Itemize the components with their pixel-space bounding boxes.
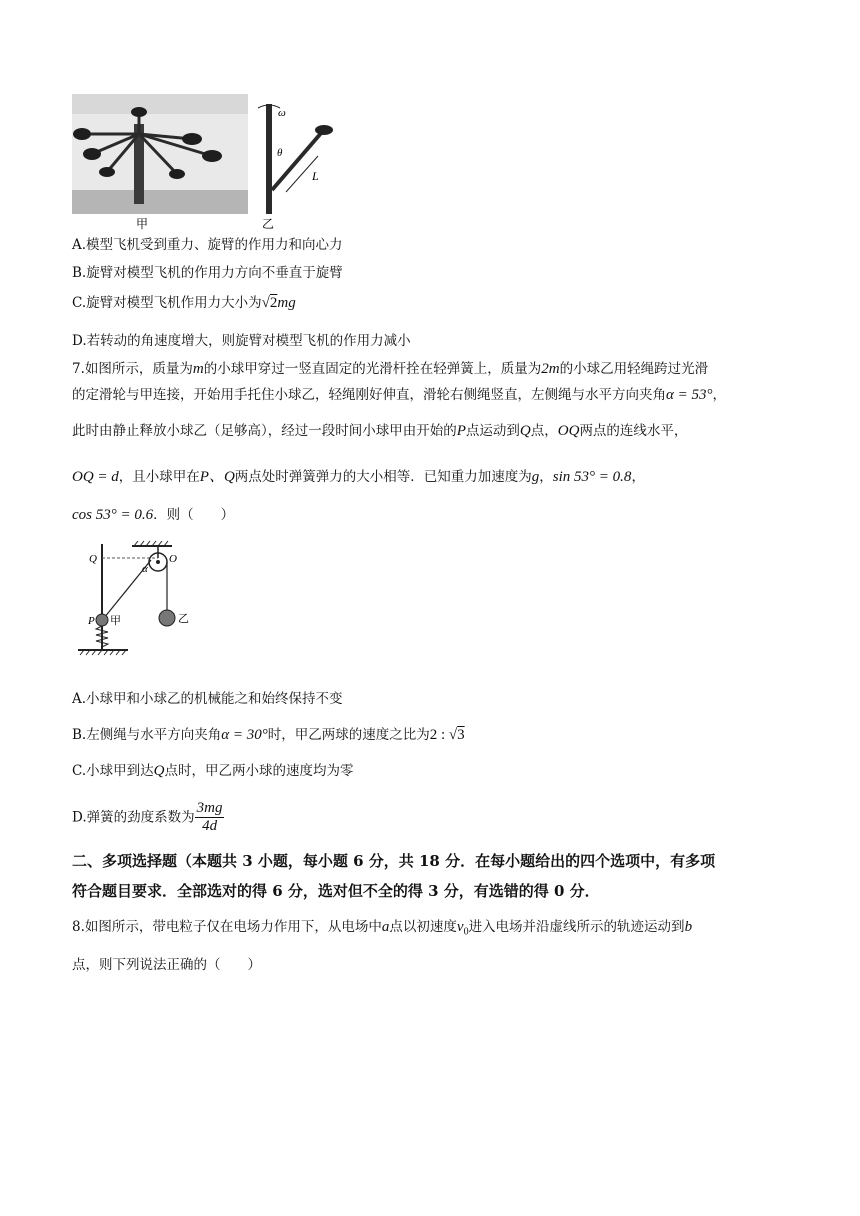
q7-text: ，且小球甲在 bbox=[118, 469, 200, 485]
q7-stem-line1 bbox=[72, 360, 708, 378]
section2-heading-line1: 二、多项选择题（本题共 3 小题，每小题 6 分，共 18 分．在每小题给出的四个选项中，有多项 bbox=[72, 852, 716, 870]
q7-point-q: Q bbox=[519, 423, 531, 439]
q6-option-c-math: 2mg bbox=[269, 295, 296, 311]
figure-label-yi: 乙 bbox=[262, 217, 275, 230]
q7-option-c-text: 点时，甲乙两小球的速度均为零 bbox=[164, 763, 354, 779]
q7-fig-label-p: P bbox=[88, 615, 95, 627]
q6-option-c-text: C.旋臂对模型飞机作用力大小为 bbox=[72, 295, 262, 311]
figure-label-jia: 甲 bbox=[136, 217, 149, 230]
q7-angle-53: α = 53° bbox=[666, 387, 713, 403]
q7-text: 点， bbox=[530, 423, 558, 439]
q7-option-b-ratio: 2 : bbox=[429, 727, 449, 743]
q7-text: 的小球甲穿过一竖直固定的光滑杆拴在轻弹簧上，质量为 bbox=[203, 361, 542, 377]
q7-text: 两点的连线水平， bbox=[579, 423, 688, 439]
q7-option-d bbox=[72, 800, 224, 835]
q7-mass-m: m bbox=[192, 361, 204, 377]
figure-theta: θ bbox=[277, 147, 283, 159]
q7-option-b-angle: α = 30° bbox=[221, 727, 268, 743]
q7-stem-line4 bbox=[72, 468, 645, 486]
q7-option-a: A.小球甲和小球乙的机械能之和始终保持不变 bbox=[72, 691, 343, 707]
q7-cos53: cos 53° = 0.6 bbox=[72, 507, 154, 523]
q8-point-a: a bbox=[381, 919, 390, 935]
q7-option-c bbox=[72, 762, 353, 780]
q7-text: 的小球乙用轻绳跨过光滑 bbox=[559, 361, 709, 377]
q6-option-c bbox=[72, 294, 296, 312]
q8-text: 进入电场并沿虚线所示的轨迹运动到 bbox=[468, 919, 685, 935]
q7-stem-line5 bbox=[72, 506, 234, 524]
q7-oq-equals-d: OQ = d bbox=[72, 469, 119, 485]
q7-option-c-q: Q bbox=[153, 763, 165, 779]
q7-text: 此时由静止释放小球乙（足够高），经过一段时间小球甲由开始的 bbox=[72, 423, 457, 439]
pulley-diagram bbox=[72, 538, 202, 672]
section2-heading-line2: 符合题目要求．全部选对的得 6 分，选对但不全的得 3 分，有选错的得 0 分． bbox=[72, 882, 600, 900]
q8-velocity-subscript: 0 bbox=[463, 926, 469, 938]
q7-fig-label-jia: 甲 bbox=[110, 614, 121, 627]
q7-option-b-text: 时，甲乙两球的速度之比为 bbox=[267, 727, 430, 743]
q6-option-a: A.模型飞机受到重力、旋臂的作用力和向心力 bbox=[72, 237, 343, 253]
q7-stem-line2 bbox=[72, 386, 726, 404]
q7-point-p: P bbox=[456, 423, 466, 439]
figure-omega: ω bbox=[278, 107, 286, 119]
q6-option-d: D.若转动的角速度增大，则旋臂对模型飞机的作用力减小 bbox=[72, 333, 411, 349]
q7-gravity-g: g bbox=[531, 469, 540, 485]
figure-L: L bbox=[312, 169, 319, 183]
q7-text: ， bbox=[539, 469, 553, 485]
q7-text: 7.如图所示，质量为 bbox=[72, 361, 193, 377]
q7-option-b-sqrt3: 3 bbox=[457, 727, 465, 743]
q8-initial-velocity: v bbox=[456, 919, 464, 935]
q7-fig-label-q: Q bbox=[89, 553, 97, 565]
q7-text: 点运动到 bbox=[465, 423, 520, 439]
sqrt-sign: √ bbox=[261, 295, 270, 311]
stiffness-fraction bbox=[195, 800, 225, 835]
q8-point-b: b bbox=[684, 919, 693, 935]
q7-stem-line3 bbox=[72, 422, 687, 440]
q7-sin53: sin 53° = 0.8 bbox=[552, 469, 632, 485]
q7-figure bbox=[72, 538, 202, 672]
q7-fig-label-alpha: α bbox=[142, 563, 148, 575]
q7-segment-oq: OQ bbox=[557, 423, 580, 439]
q8-stem-line2: 点，则下列说法正确的（ ） bbox=[72, 957, 261, 973]
q8-text: 8.如图所示，带电粒子仅在电场力作用下，从电场中 bbox=[72, 919, 382, 935]
figure-carousel bbox=[72, 94, 342, 230]
q7-text: ．则（ ） bbox=[153, 507, 235, 523]
q7-text: ， bbox=[712, 387, 726, 403]
q6-option-b: B.旋臂对模型飞机的作用力方向不垂直于旋臂 bbox=[72, 265, 343, 281]
q7-text: ， bbox=[631, 469, 645, 485]
q7-points-pq: P、Q bbox=[199, 469, 235, 485]
fraction-numerator: 3mg bbox=[196, 800, 223, 816]
q8-stem-line1 bbox=[72, 918, 692, 942]
q7-fig-label-o: O bbox=[169, 553, 177, 565]
q7-option-d-text: D.弹簧的劲度系数为 bbox=[72, 809, 195, 826]
q7-option-b-text: B.左侧绳与水平方向夹角 bbox=[72, 727, 222, 743]
carousel-illustration bbox=[72, 94, 342, 230]
q7-fig-label-yi: 乙 bbox=[178, 612, 189, 625]
q7-text: 两点处时弹簧弹力的大小相等．已知重力加速度为 bbox=[234, 469, 532, 485]
q7-option-b bbox=[72, 726, 465, 744]
q7-option-c-text: C.小球甲到达 bbox=[72, 763, 154, 779]
sqrt-sign: √ bbox=[448, 727, 458, 743]
q8-text: 点以初速度 bbox=[389, 919, 457, 935]
q7-text: 的定滑轮与甲连接，开始用手托住小球乙，轻绳刚好伸直，滑轮右侧绳竖直，左侧绳与水平方向夹角 bbox=[72, 387, 666, 403]
q7-mass-2m: 2m bbox=[541, 361, 560, 377]
fraction-denominator: 4d bbox=[202, 818, 218, 834]
